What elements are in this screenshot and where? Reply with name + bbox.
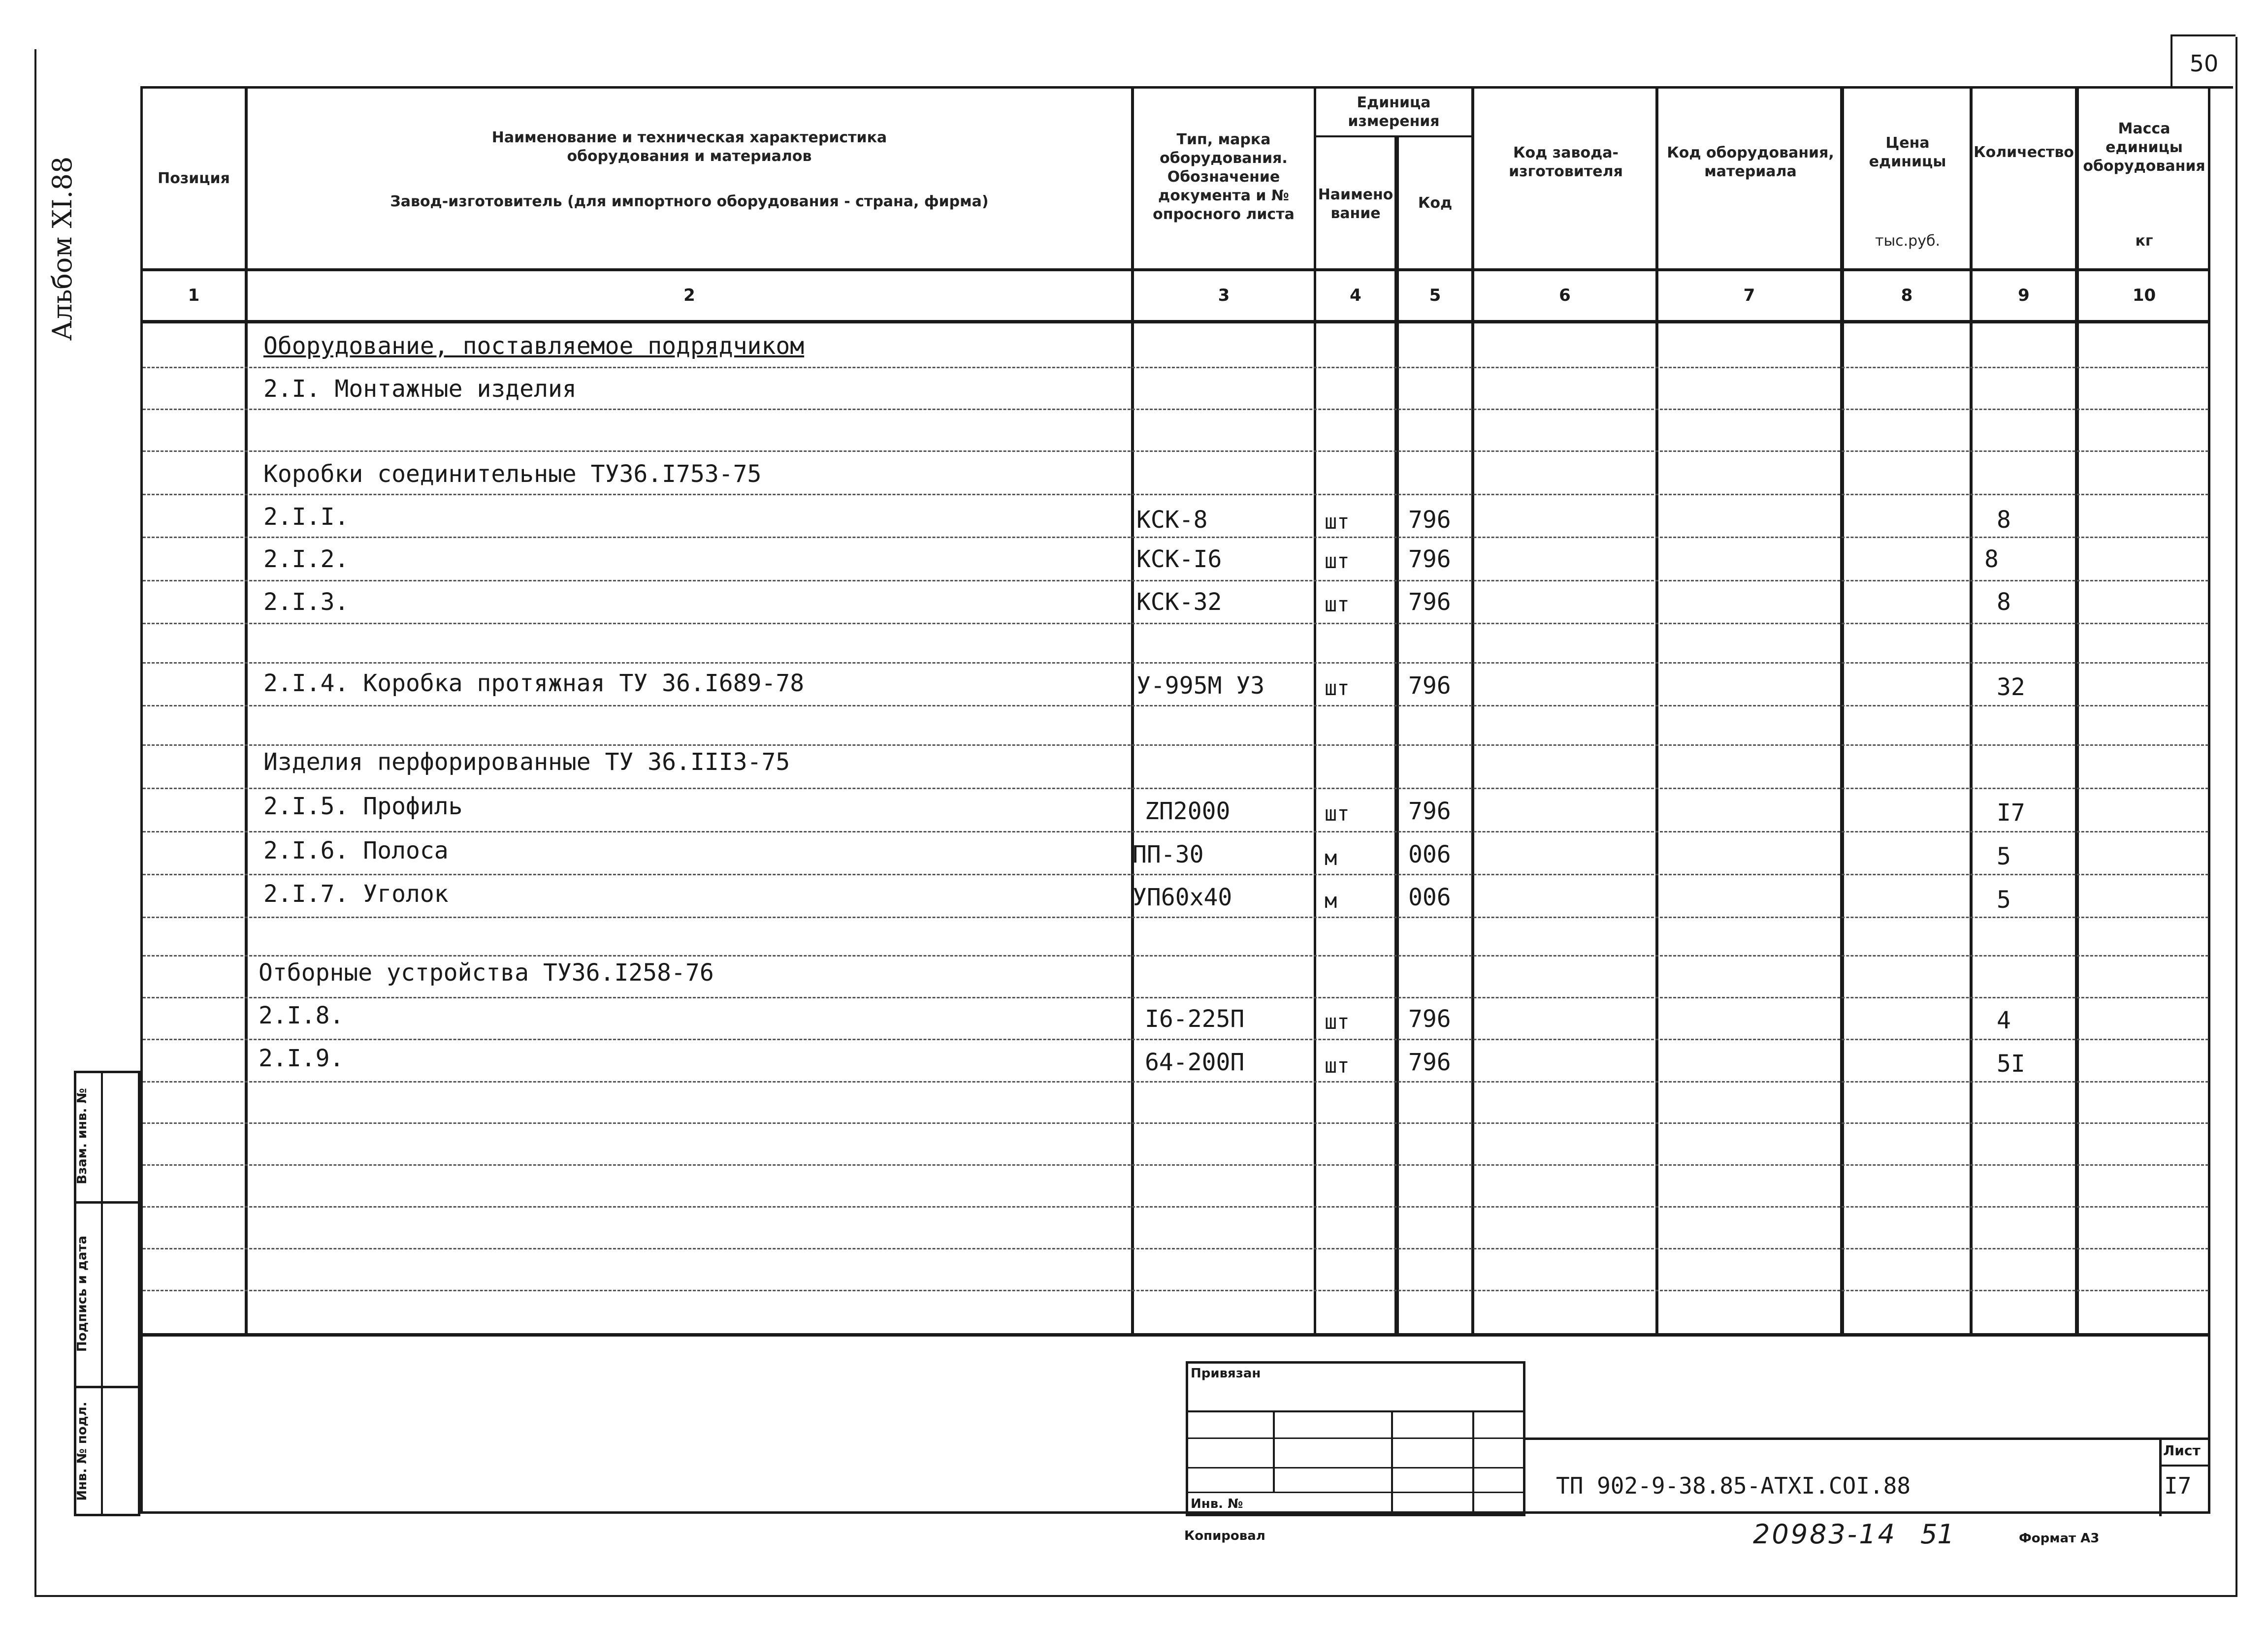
document-designation: ТП 902-9-38.85-АТХI.СОI.88 [1556,1472,1911,1499]
table-row-qty: 5 [1997,886,2011,914]
row-separator [143,1122,2208,1124]
table-row-name: 2.I.5. Профиль [263,793,463,820]
row-separator [143,788,2208,789]
table-row-type: У-995М УЗ [1136,672,1265,700]
row-separator [143,1039,2208,1040]
table-row-unit: шт [1325,676,1350,700]
col-divider-2 [1131,86,1134,1337]
header-name-line3: Завод-изготовитель (для импортного оборудования - страна, фирма) [390,193,989,210]
binding-stamp-row3 [1186,1467,1525,1468]
table-row-name: Оборудование, поставляемое подрядчиком [263,332,805,360]
binding-stamp-col1 [1273,1410,1275,1492]
sheet-label-line [2159,1465,2210,1467]
colnum-9: 9 [2018,286,2030,305]
col-divider-9 [2075,86,2079,1337]
row-separator [143,1248,2208,1249]
table-row-qty: 5I [1997,1050,2025,1078]
colnum-10: 10 [2132,286,2156,305]
binding-label: Привязан [1191,1366,1261,1381]
table-row-code: 796 [1408,1005,1451,1033]
table-row-code: 796 [1408,506,1451,534]
table-row-unit: м [1325,889,1337,913]
unit-group-line [1315,135,1472,137]
row-separator [143,831,2208,832]
table-row-code: 796 [1408,588,1451,616]
row-separator [143,367,2208,368]
header-unit-name: Наименование [1318,186,1393,222]
row-separator [143,917,2208,918]
right-frame-line [2236,37,2237,1597]
table-row-type: ZП2000 [1145,798,1231,825]
table-row-code: 796 [1408,545,1451,573]
table-row-qty: 8 [1984,545,1999,573]
table-row-name: 2.I.3. [263,588,349,616]
side-stamp-inventory: Инв. № подл. [75,1402,90,1501]
row-separator [143,705,2208,706]
col-divider-3 [1314,86,1316,1337]
header-price-unit: тыс.руб. [1875,232,1941,250]
binding-stamp-row4 [1186,1492,1525,1493]
table-row-name: Изделия перфорированные ТУ 36.III3-75 [263,748,790,776]
table-row-code: 796 [1408,798,1451,825]
header-bottom-line [140,268,2210,271]
header-material-code: Код оборудования, материала [1667,144,1834,180]
colnum-6: 6 [1559,286,1571,305]
table-row-qty: 8 [1997,506,2011,534]
table-row-name: 2.I.I. [263,503,349,531]
table-row-type: УП60х40 [1133,884,1232,911]
handwritten-sheet: 51 [1920,1519,1954,1550]
table-row-type: КСК-I6 [1136,545,1222,573]
table-row-qty: 32 [1997,673,2025,701]
table-row-qty: I7 [1997,799,2025,827]
table-row-name: 2.I.8. [259,1002,344,1029]
col-divider-5 [1471,86,1474,1337]
table-row-name: Отборные устройства ТУ36.I258-76 [259,959,714,987]
binding-stamp-col3 [1472,1410,1474,1516]
header-unit-group: Единица измерения [1348,94,1440,130]
header-quantity: Количество [1974,144,2074,161]
table-row-code: 796 [1408,1049,1451,1076]
row-separator [143,450,2208,452]
table-row-unit: шт [1325,1053,1350,1078]
sheet-label: Лист [2163,1442,2201,1459]
header-price: Цена единицы [1869,134,1946,170]
header-mass: Масса единицы оборудования [2083,120,2205,175]
table-row-type: 64-200П [1145,1049,1245,1076]
handwritten-number: 20983-14 [1753,1519,1897,1550]
album-label: Альбом XI.88 [47,156,78,341]
table-row-code: 006 [1408,884,1451,911]
table-row-qty: 5 [1997,843,2011,870]
row-separator [143,537,2208,538]
header-factory-code: Код завода-изготовителя [1509,144,1623,180]
column-number-line [140,320,2210,323]
binding-stamp-row2 [1186,1437,1525,1439]
copied-label: Копировал [1184,1529,1265,1543]
side-stamp-replace: Взам. инв. № [75,1088,90,1184]
format-label: Формат А3 [2019,1531,2100,1546]
header-unit-code: Код [1418,194,1453,212]
colnum-8: 8 [1901,286,1913,305]
table-row-unit: шт [1325,510,1350,534]
table-row-type: КСК-8 [1136,506,1208,534]
row-separator [143,662,2208,664]
table-row-name: 2.I.6. Полоса [263,837,449,864]
table-row-unit: шт [1325,549,1350,573]
table-row-name: 2.I.7. Уголок [263,880,449,908]
col-divider-1 [245,86,248,1337]
table-body-bottom-line [140,1333,2210,1337]
table-row-unit: шт [1325,1010,1350,1034]
row-separator [143,1206,2208,1208]
colnum-1: 1 [188,286,200,305]
col-divider-7 [1840,86,1844,1337]
left-frame-line [34,49,36,1595]
bottom-frame-line [34,1595,2236,1597]
page-number-box [2171,34,2236,88]
sheet-divider [2159,1437,2162,1516]
colnum-4: 4 [1350,286,1361,305]
table-row-unit: м [1325,846,1337,870]
row-separator [143,744,2208,746]
table-row-name: 2.I. Монтажные изделия [263,375,577,403]
table-row-type: ПП-30 [1133,841,1204,868]
header-position: Позиция [158,169,230,187]
side-stamp-signature: Подпись и дата [75,1235,90,1352]
col-divider-8 [1970,86,1973,1337]
colnum-3: 3 [1218,286,1230,305]
row-separator [143,623,2208,624]
table-row-name: Коробки соединительные ТУ36.I753-75 [263,460,762,488]
table-row-unit: шт [1325,801,1350,826]
header-type: Тип, марка оборудования. Обозначение документа и № опросного листа [1153,131,1295,223]
page-number: 50 [2189,50,2219,77]
row-separator [143,955,2208,957]
table-row-unit: шт [1325,592,1350,616]
table-row-qty: 4 [1997,1007,2011,1034]
row-separator [143,874,2208,875]
side-stamp-divider [101,1071,103,1516]
header-mass-unit: кг [2135,232,2153,250]
colnum-5: 5 [1429,286,1441,305]
side-stamp-sep1 [74,1201,140,1204]
table-row-name: 2.I.4. Коробка протяжная ТУ 36.I689-78 [263,670,805,697]
table-row-name: 2.I.2. [263,545,349,573]
col-divider-6 [1655,86,1658,1337]
colnum-2: 2 [683,286,695,305]
col-divider-4 [1394,135,1399,1337]
table-row-type: I6-225П [1145,1005,1245,1033]
inventory-label: Инв. № [1191,1497,1243,1511]
header-name-line2: оборудования и материалов [567,148,812,165]
table-row-code: 796 [1408,672,1451,700]
row-separator [143,1081,2208,1083]
binding-stamp-col2 [1391,1410,1393,1516]
table-row-qty: 8 [1997,588,2011,616]
designation-top-line [1525,1437,2210,1440]
header-name-line1: Наименование и техническая характеристика [491,129,887,146]
sheet-number: I7 [2164,1472,2192,1499]
row-separator [143,1164,2208,1166]
row-separator [143,1290,2208,1291]
table-row-code: 006 [1408,841,1451,868]
binding-stamp-row1 [1186,1410,1525,1412]
table-row-name: 2.I.9. [259,1045,344,1072]
row-separator [143,997,2208,998]
row-separator [143,580,2208,581]
colnum-7: 7 [1743,286,1755,305]
row-separator [143,494,2208,495]
table-row-type: КСК-32 [1136,588,1222,616]
row-separator [143,409,2208,410]
